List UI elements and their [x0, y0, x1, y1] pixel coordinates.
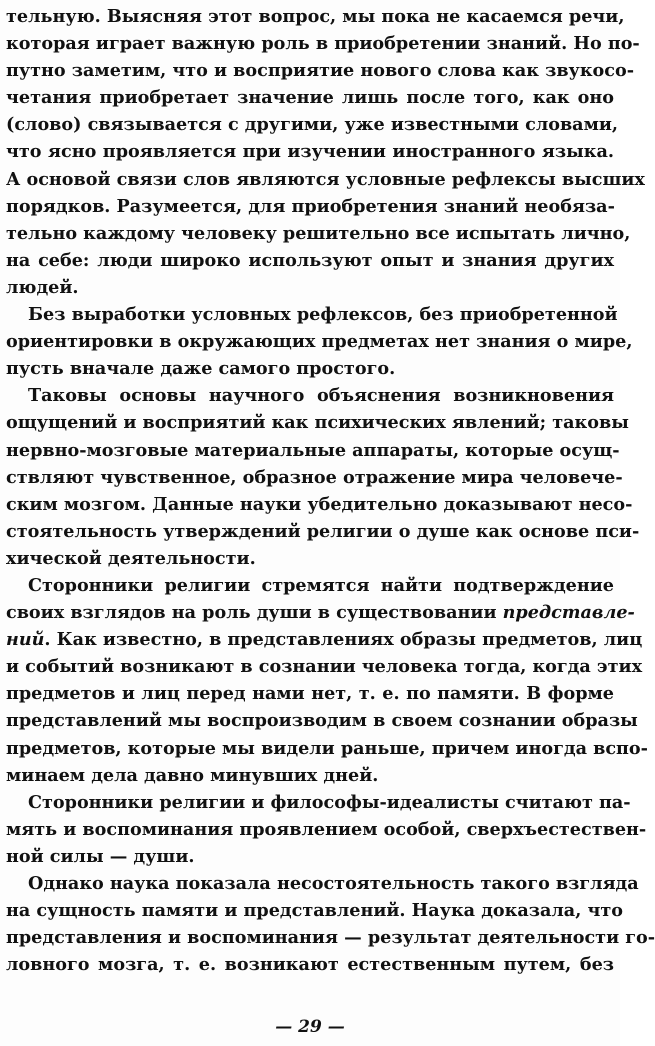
line-text: предметов, которые мы видели раньше, причем иногда вспо-: [6, 737, 648, 759]
line-text: представлений мы воспроизводим в своем сознании образы: [6, 710, 638, 732]
text-line: [6, 762, 614, 789]
line-text: Таковы основы научного объяснения возникновения: [28, 385, 614, 407]
line-text: людей.: [6, 276, 79, 298]
italic-term: представле-: [502, 602, 635, 624]
text-line: [6, 409, 629, 436]
line-text: ощущений и восприятий как психических явлений; таковы: [6, 412, 629, 434]
line-text: тельную. Выясняя этот вопрос, мы пока не касаемся речи,: [6, 6, 625, 27]
text-line: [6, 897, 623, 924]
line-text: предметов и лиц перед нами нет, т. е. по памяти. В форме: [6, 683, 614, 705]
line-text: минаем дела давно минувших дней.: [6, 764, 379, 786]
text-line: [6, 301, 618, 328]
line-text: на себе: люди широко используют опыт и знания других: [6, 249, 614, 271]
text-line: [6, 437, 620, 464]
italic-term: ний: [6, 629, 45, 651]
text-line: [6, 870, 639, 897]
line-text: ствляют чувственное, образное отражение мира человече-: [6, 466, 623, 488]
line-text: четания приобретает значение лишь после того, как оно: [6, 87, 614, 109]
line-text: стоятельность утверждений религии о душе как основе пси-: [6, 520, 640, 542]
text-line: [6, 518, 640, 545]
line-text: тельно каждому человеку решительно все испытать лично,: [6, 222, 631, 244]
line-text: ским мозгом. Данные науки убедительно доказывают несо-: [6, 493, 633, 515]
text-line: [6, 789, 631, 816]
line-text: на сущность памяти и представлений. Наука доказала, что: [6, 900, 623, 922]
text-line: [6, 138, 614, 165]
line-text: Однако наука показала несостоятельность такого взгляда: [28, 873, 639, 894]
text-line: [6, 166, 645, 193]
line-text: хической деятельности.: [6, 547, 256, 569]
text-line: [6, 707, 638, 734]
line-text: своих взглядов на роль души в существовании: [6, 602, 497, 624]
line-text: . Как известно, в представлениях образы предметов, лиц: [44, 629, 643, 651]
text-line: [6, 653, 643, 680]
text-line: [6, 57, 635, 84]
text-line: [6, 843, 614, 870]
text-line: [6, 355, 614, 382]
text-line: [6, 464, 623, 491]
body-text: [6, 3, 655, 978]
text-line: [6, 30, 640, 57]
line-text: представления и воспоминания — результат деятельности го-: [6, 927, 655, 949]
text-line: [6, 84, 614, 111]
line-text: что ясно проявляется при изучении иностранного языка.: [6, 141, 614, 163]
text-line: [6, 247, 614, 274]
text-line: [6, 626, 643, 653]
line-text: путно заметим, что и восприятие нового слова как звукосо-: [6, 60, 635, 82]
line-text: мять и воспоминания проявлением особой, сверхъестествен-: [6, 818, 647, 840]
text-line: [6, 735, 648, 762]
text-line: [6, 328, 633, 355]
line-text: (слово) связывается с другими, уже известными словами,: [6, 114, 619, 136]
text-line: [6, 382, 614, 409]
line-text: нервно-мозговые материальные аппараты, которые осущ-: [6, 439, 620, 461]
page-number: — 29 —: [275, 1017, 345, 1037]
text-line: [6, 924, 655, 951]
line-text: которая играет важную роль в приобретении знаний. Но по-: [6, 33, 640, 55]
text-line: [6, 274, 614, 301]
line-text: Без выработки условных рефлексов, без приобретенной: [28, 304, 618, 326]
line-text: ной силы — души.: [6, 845, 195, 867]
text-line: [6, 491, 633, 518]
text-line: [6, 193, 614, 220]
text-line: [6, 111, 619, 138]
line-text: и событий возникают в сознании человека тогда, когда этих: [6, 656, 643, 678]
text-line: [6, 572, 614, 599]
text-line: [6, 220, 631, 247]
text-line: [6, 951, 614, 978]
line-text: Сторонники религии стремятся найти подтверждение: [28, 574, 614, 596]
text-line: [6, 680, 614, 707]
text-line: [6, 816, 647, 843]
text-line: [6, 3, 625, 30]
line-text: ловного мозга, т. е. возникают естественным путем, без: [6, 954, 614, 976]
line-text: ориентировки в окружающих предметах нет знания о мире,: [6, 331, 633, 353]
line-text: А основой связи слов являются условные рефлексы высших: [6, 168, 645, 190]
text-line: [6, 599, 635, 626]
line-text: пусть вначале даже самого простого.: [6, 358, 396, 380]
line-text: порядков. Разумеется, для приобретения знаний необяза-: [6, 195, 615, 217]
line-text: Сторонники религии и философы-идеалисты считают па-: [28, 791, 631, 813]
text-line: [6, 545, 614, 572]
